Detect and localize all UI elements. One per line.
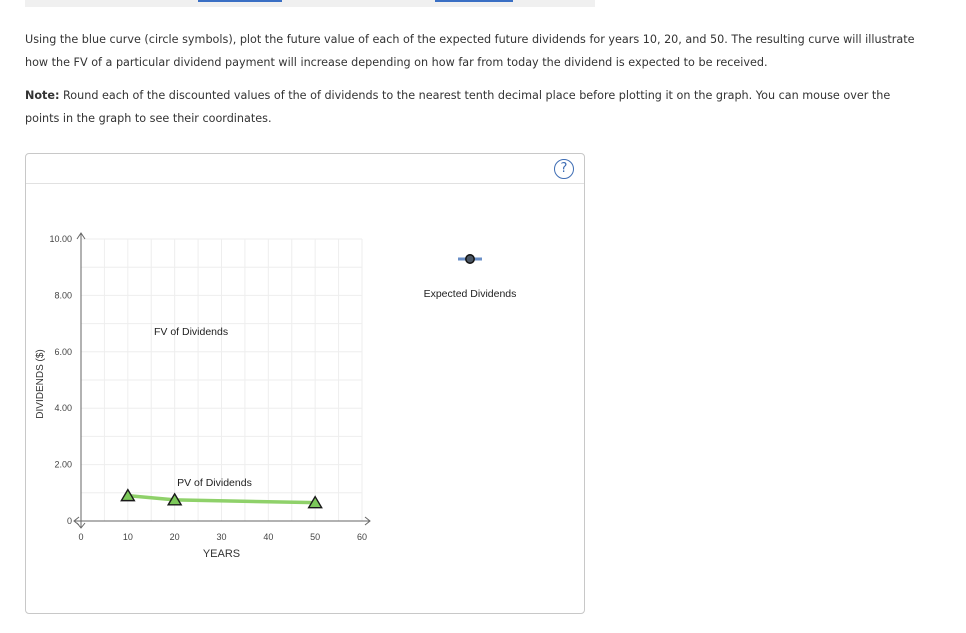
legend-label: Expected Dividends bbox=[423, 288, 517, 300]
x-tick-label: 0 bbox=[78, 532, 84, 542]
x-tick-label: 50 bbox=[310, 532, 321, 542]
note-body: Round each of the discounted values of the of dividends to the nearest tenth decimal place before plotting it on the graph. You can mouse over the points in the graph to see their coordinates. bbox=[25, 89, 891, 125]
note-label: Note: bbox=[25, 89, 60, 102]
y-axis-title: DIVIDENDS ($) bbox=[35, 349, 46, 419]
instructions-line: Using the blue curve (circle symbols), plot the future value of each of the expected future dividends for years 10, 20, and 50. The resulting curve will illustrate how the FV of a particular dividend payment will increase depending on how far from today the dividend is expected to be received. bbox=[25, 33, 915, 69]
x-tick-label: 10 bbox=[122, 532, 133, 542]
chart-annotation: FV of Dividends bbox=[153, 325, 229, 338]
x-tick-label: 20 bbox=[169, 532, 180, 542]
y-tick-label: 4.00 bbox=[54, 403, 72, 414]
x-tick-label: 30 bbox=[216, 532, 227, 542]
x-tick-label: 60 bbox=[356, 532, 368, 542]
x-axis-title: YEARS bbox=[202, 548, 241, 560]
y-tick-label: 0 bbox=[66, 516, 72, 526]
y-tick-label: 8.00 bbox=[54, 290, 72, 301]
legend-circle-icon bbox=[466, 255, 474, 263]
chart-annotation: PV of Dividends bbox=[177, 476, 252, 489]
y-tick-label: 2.00 bbox=[54, 459, 72, 470]
y-tick-label: 6.00 bbox=[54, 346, 72, 357]
chart-ticks bbox=[49, 234, 367, 542]
y-tick-label: 10.00 bbox=[49, 234, 72, 244]
x-tick-label: 40 bbox=[263, 532, 274, 542]
help-icon[interactable]: ? bbox=[554, 159, 574, 179]
chart-legend bbox=[424, 255, 517, 300]
